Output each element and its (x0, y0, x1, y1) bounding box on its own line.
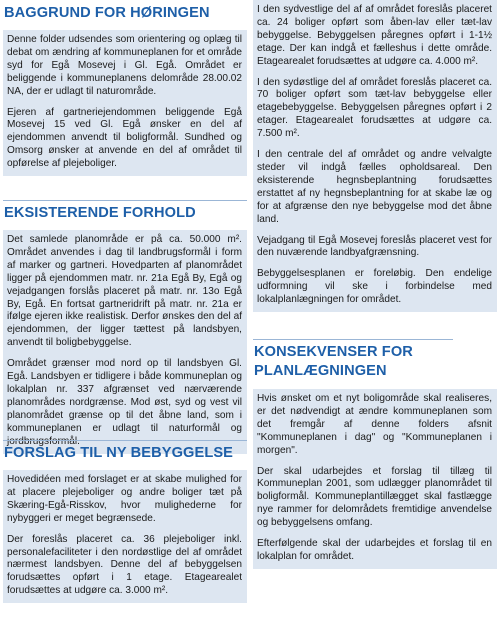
paragraph: Der foreslås placeret ca. 36 plejeboliger inkl. personalefaciliteter i den nordøstlige del af området nærmest landsbyen. Denne del af bebyggelsen forudsættes opført i 1 etage. Etagearealet forudsættes at udgøre ca. 3.000 m². (7, 533, 242, 597)
paragraph: I den sydøstlige del af området foreslås placeret ca. 70 boliger opført som tæt-lav bebyggelse eller etagebebyggelse. Bebyggelsen påregnes opført i 2 etager. Etagearealet forudsættes at udgøre ca. 7.500 m². (257, 76, 492, 140)
paragraph: Ejeren af gartneriejendommen beliggende Egå Mosevej 15 ved Gl. Egå ønsker en del af ejendommen anvendt til boligformål. Sundhed og Omsorg ønsker at anvende en del af området til opførelse af plejeboliger. (7, 106, 242, 170)
heading-konsekvenser: KONSEKVENSER FOR PLANLÆGNINGEN (253, 339, 453, 385)
box-baggrund (3, 30, 247, 176)
heading-baggrund: BAGGRUND FOR HØRINGEN (4, 5, 210, 21)
box-forslag (3, 470, 247, 603)
paragraph: Bebyggelsesplanen er foreløbig. Den endelige udformning vil ske i forbindelse med lokalplanlægningen for området. (257, 268, 492, 306)
section-forslag-continued (253, 0, 497, 312)
paragraph: Hvis ønsket om et nyt boligområde skal realiseres, er det nødvendigt at ændre kommuneplanen som det fremgår af denne folders afsnit "Kommuneplanen i dag" og "Kommuneplanen i morgen". (257, 393, 492, 456)
heading-forslag: FORSLAG TIL NY BEBYGGELSE (3, 440, 247, 466)
paragraph: I den sydvestlige del af af området foreslås placeret ca. 24 boliger opført som åben-lav eller tæt-lav bebyggelse. Bebyggelsen påregnes opført i 1-1½ etage. Der kan indgå et fælleshus i dette område. Etagearealet forudsættes at udgøre ca. 4.000 m². (257, 4, 492, 67)
paragraph: Vejadgang til Egå Mosevej foreslås placeret vest for den nuværende landbyafgrænsning. (257, 234, 492, 259)
paragraph: Efterfølgende skal der udarbejdes et forslag til en lokalplan for området. (257, 538, 492, 562)
paragraph: Denne folder udsendes som orientering og oplæg til debat om ændring af kommuneplanen for et område syd for Egå Mosevej i Gl. Egå. Området er beliggende i kommuneplanens delområde 28.00.02 NA, der er udlagt til naturområde. (7, 34, 242, 97)
section-eksisterende (3, 200, 247, 454)
box-eksisterende (3, 230, 247, 454)
paragraph: Hovedidéen med forslaget er at skabe mulighed for at placere plejeboliger og andre boliger tæt på Skæring-Egå-Risskov, hvor mulighederne for nybyggeri er meget begrænsede. (7, 474, 242, 524)
section-konsekvenser (253, 339, 497, 569)
paragraph: Der skal udarbejdes et forslag til tillæg til Kommuneplan 2001, som udlægger planområdet til boligformål. Kommuneplantillægget skal fastlægge nye rammer for delområdets fremtidige anvendelse og bebyggelsens omfang. (257, 465, 492, 529)
paragraph: I den centrale del af området og andre velvalgte steder vil indgå fælles opholdsareal. Den eksisterende hegnsbeplantning forudsættes erstattet af ny hegnsbeplantning for at skabe læ og for at afgrænse den nye bebyggelse mod det åbne land. (257, 149, 492, 225)
section-forslag (3, 440, 247, 603)
heading-eksisterende: EKSISTERENDE FORHOLD (3, 200, 247, 226)
box-forslag-continued (253, 0, 497, 312)
section-baggrund (3, 4, 247, 176)
paragraph: Området grænser mod nord op til landsbyen Gl. Egå. Landsbyen er tidligere i både kommuneplan og lokalplan nr. 337 afgrænset ved nærværende planområdes nordgrænse. Mod øst, syd og vest vil planområdet grænse op til det åbne land, som i kommuneplanen er udlagt til naturformål og jordbrugsformål. (7, 358, 242, 447)
paragraph: Det samlede planområde er på ca. 50.000 m². Området anvendes i dag til landbrugsformål i form af marker og gartneri. Hovedparten af planområdet ligger på ejendommen matr. nr. 21a Egå By, Egå og vejadgangen forslås placeret på matr. nr. 13o Egå By, Egå. En fortsat gartneridrift på matr. nr. 21a er ifølge ejeren ikke realistisk. Derfor ønskes den del af ejendommen, der ligger tættest på landsbyen, anvendt til boligbebyggelse. (7, 234, 242, 349)
box-konsekvenser (253, 389, 497, 569)
